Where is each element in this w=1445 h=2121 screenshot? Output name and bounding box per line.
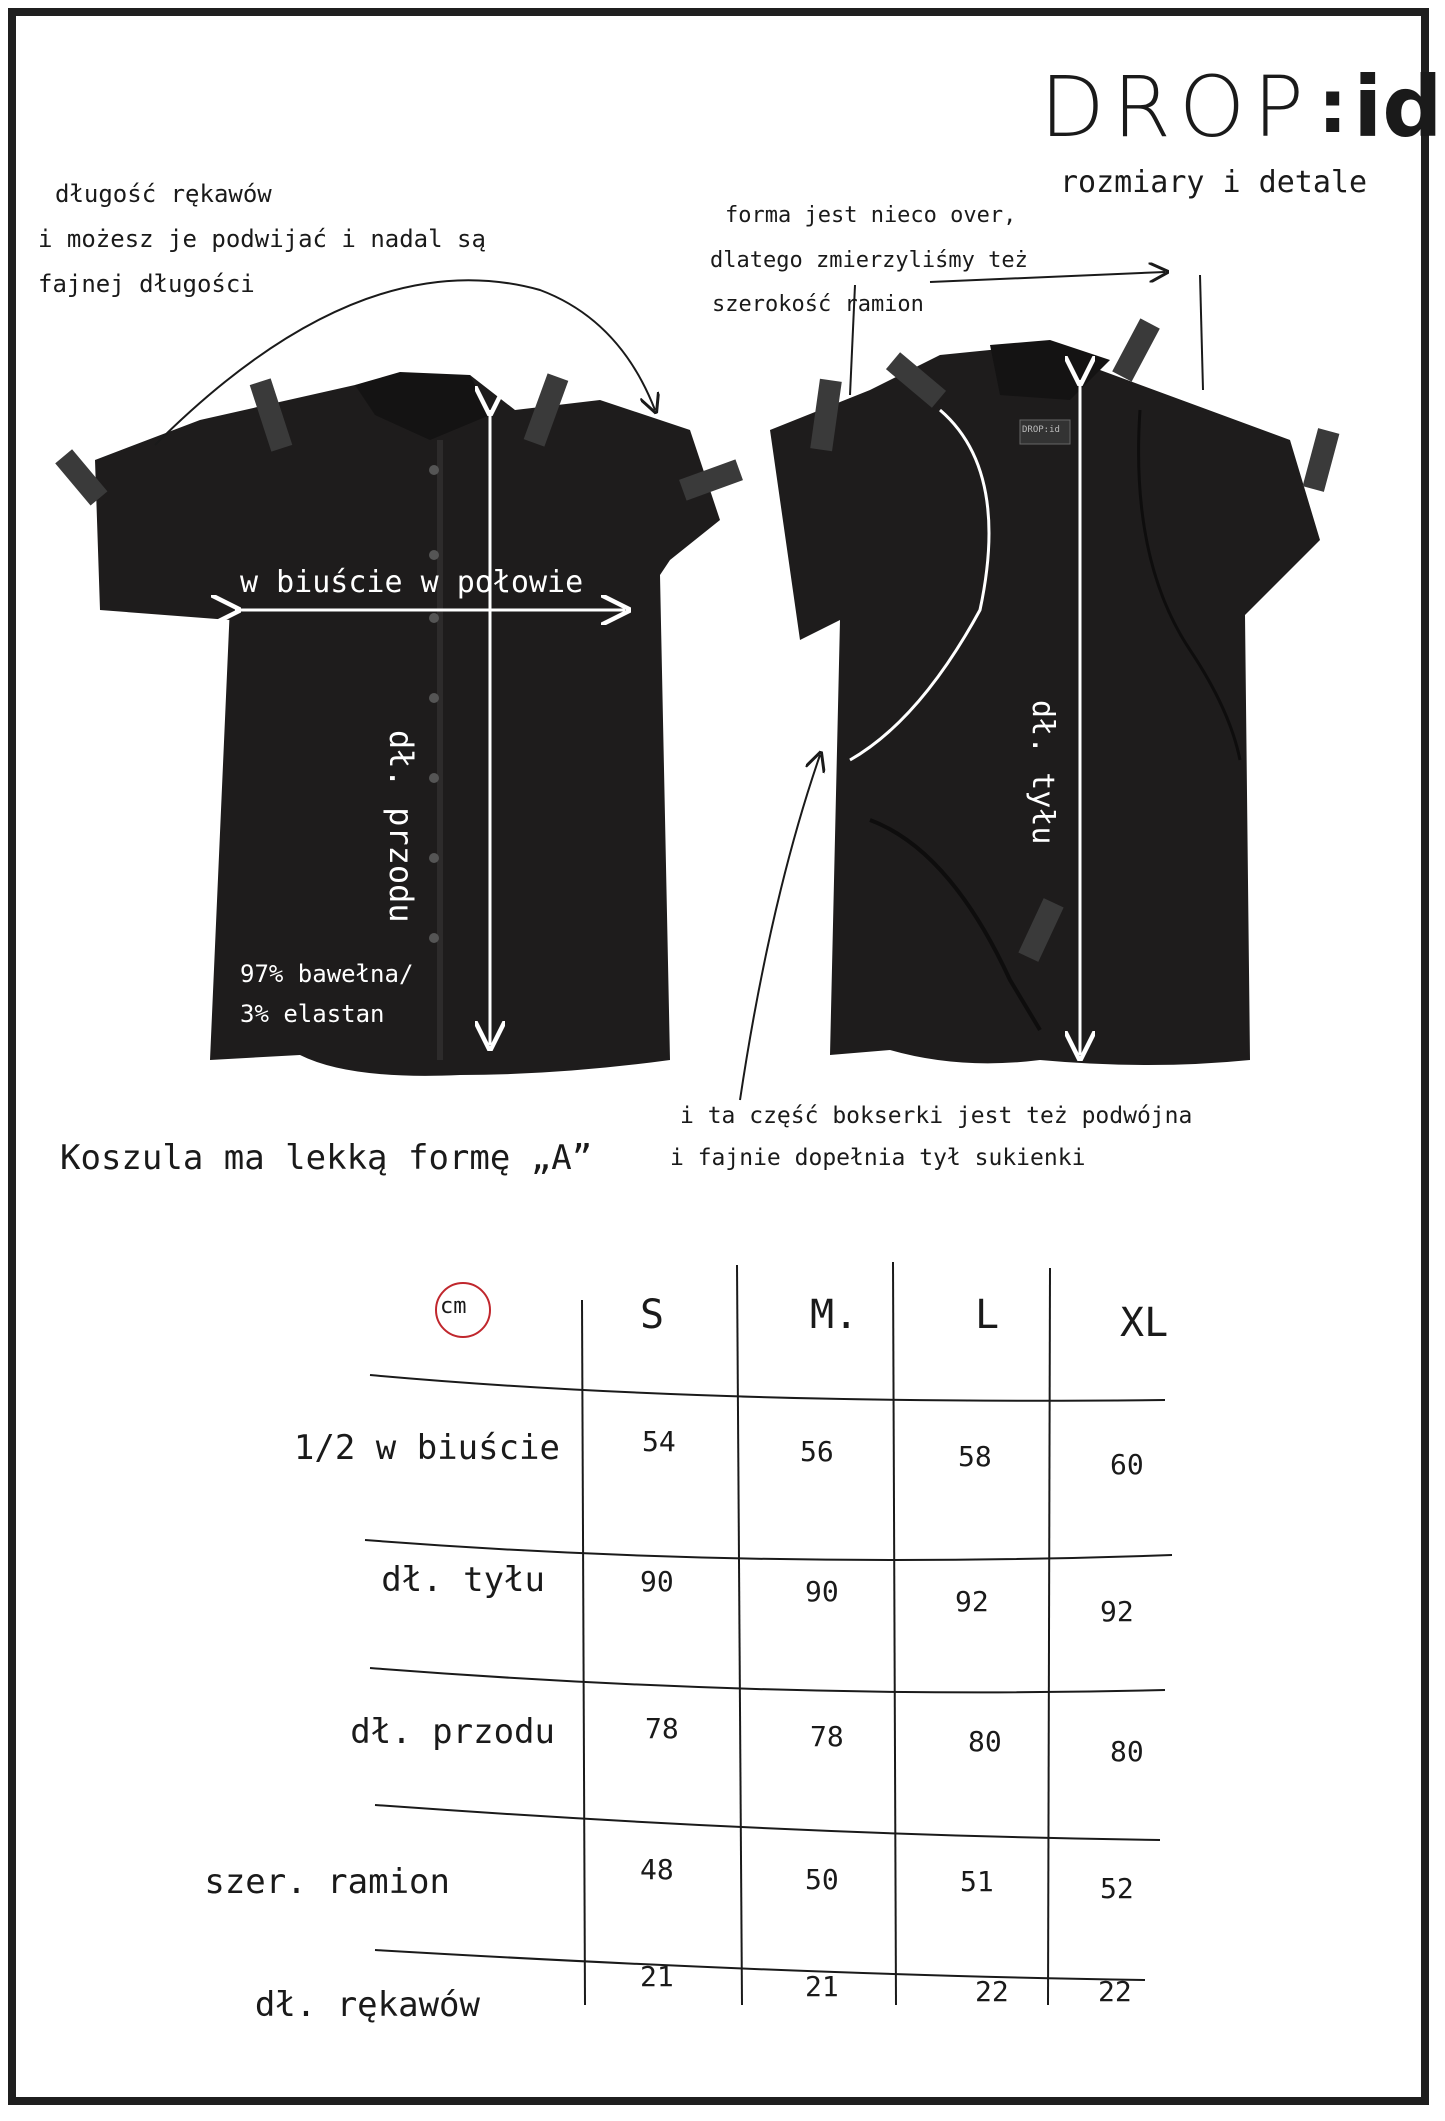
shoulder-arrow <box>930 272 1165 282</box>
col-header-m: M. <box>810 1292 859 1338</box>
row-label-bust: 1/2 w biuście <box>293 1428 560 1468</box>
cell-front-l: 80 <box>968 1725 1002 1758</box>
cell-bust-xl: 60 <box>1110 1448 1144 1481</box>
cell-shoulder-xl: 52 <box>1100 1872 1134 1905</box>
unit-label: cm <box>440 1294 467 1319</box>
col-header-xl: XL <box>1120 1300 1169 1346</box>
cell-back-xl: 92 <box>1100 1595 1134 1628</box>
sleeve-note-3: fajnej długości <box>38 270 255 298</box>
row-label-back: dł. tyłu <box>381 1560 545 1600</box>
row-label-shoulder: szer. ramion <box>204 1862 450 1902</box>
sleeve-note-2: i możesz je podwijać i nadal są <box>38 225 486 253</box>
fabric-note-1: 97% bawełna/ <box>240 960 414 988</box>
brand-logo-left: DROP <box>1040 58 1312 156</box>
cell-shoulder-l: 51 <box>960 1865 994 1898</box>
col-header-l: L <box>975 1292 1000 1338</box>
brand-logo-colon: : <box>1317 64 1348 150</box>
form-note-1: forma jest nieco over, <box>725 203 1017 228</box>
row-label-front: dł. przodu <box>350 1712 555 1752</box>
cell-bust-m: 56 <box>800 1435 834 1468</box>
cell-sleeve-l: 22 <box>975 1975 1009 2008</box>
bust-half-label: w biuście w połowie <box>240 565 584 600</box>
cell-back-s: 90 <box>640 1565 674 1598</box>
boxer-note-1: i ta część bokserki jest też podwójna <box>680 1103 1193 1129</box>
cell-bust-s: 54 <box>642 1425 676 1458</box>
a-line-note: Koszula ma lekką formę „A” <box>60 1138 593 1178</box>
row-label-sleeve: dł. rękawów <box>254 1985 480 2025</box>
form-note-2: dlatego zmierzyliśmy też <box>710 248 1028 273</box>
garment-label-tag: DROP:id <box>1022 425 1060 435</box>
cell-front-s: 78 <box>645 1712 679 1745</box>
cell-sleeve-s: 21 <box>640 1960 674 1993</box>
back-length-label: dł. tyłu <box>1025 700 1060 845</box>
cell-bust-l: 58 <box>958 1440 992 1473</box>
brand-logo-right: id <box>1353 58 1443 156</box>
cell-shoulder-s: 48 <box>640 1853 674 1886</box>
fabric-note-2: 3% elastan <box>240 1000 385 1028</box>
cell-front-xl: 80 <box>1110 1735 1144 1768</box>
cell-sleeve-xl: 22 <box>1098 1975 1132 2008</box>
sizes-details-note: rozmiary i detale <box>1060 165 1368 200</box>
size-table-grid <box>365 1262 1172 2005</box>
cell-front-m: 78 <box>810 1720 844 1753</box>
cell-sleeve-m: 21 <box>805 1970 839 2003</box>
cell-back-m: 90 <box>805 1575 839 1608</box>
sleeve-note-1: długość rękawów <box>55 180 272 208</box>
front-length-label: dł. przodu <box>382 730 420 923</box>
boxer-note-2: i fajnie dopełnia tył sukienki <box>670 1145 1086 1171</box>
boxer-arrow <box>740 755 820 1100</box>
cell-back-l: 92 <box>955 1585 989 1618</box>
col-header-s: S <box>640 1292 665 1338</box>
form-note-3: szerokość ramion <box>712 292 924 317</box>
cell-shoulder-m: 50 <box>805 1863 839 1896</box>
